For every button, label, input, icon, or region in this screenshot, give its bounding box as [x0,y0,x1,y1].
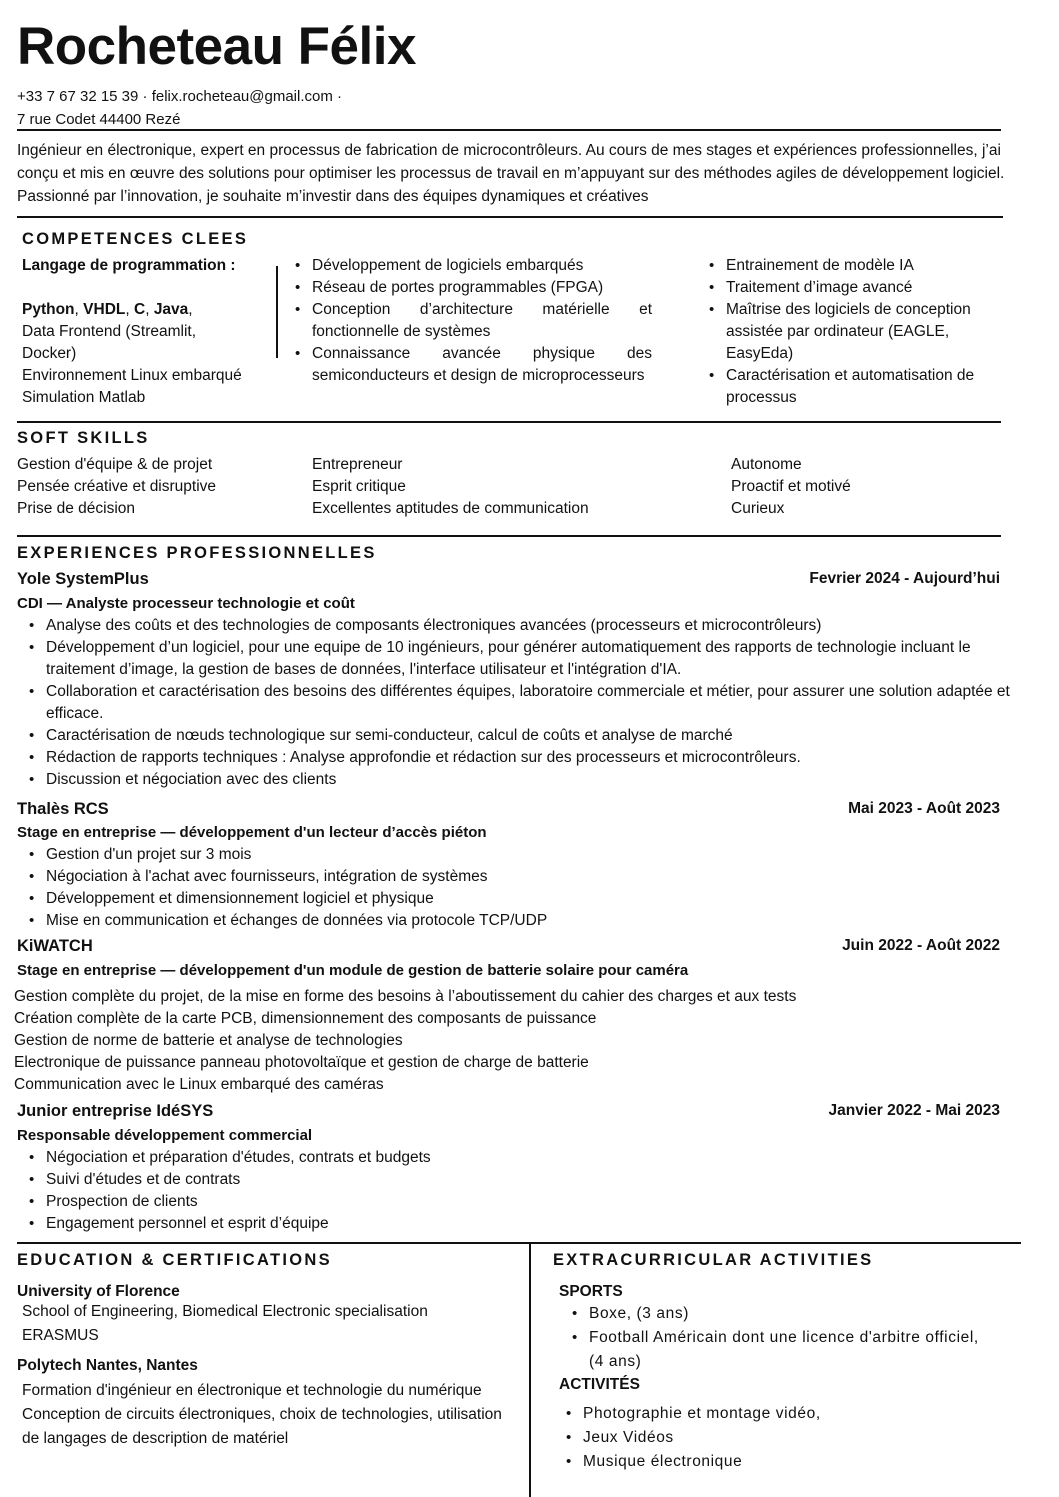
list-item: • Prospection de clients [24,1191,1024,1213]
sports-list [567,1302,987,1374]
job-tasks-list [24,1147,1024,1235]
candidate-name: Rocheteau Félix [17,17,416,76]
list-item: • Photographie et montage vidéo, [561,1402,981,1426]
competences-left-column [22,255,272,409]
task-line: Gestion de norme de batterie et analyse de technologies [14,1032,403,1049]
list-item: • Traitement d’image avancé [704,277,1004,299]
list-item: • Engagement personnel et esprit d’équipe [24,1213,1024,1235]
school-name: Polytech Nantes, Nantes [17,1357,198,1374]
language-python: Python [22,301,75,318]
language-separator: , [125,301,134,318]
soft-skill: Autonome [731,456,802,473]
list-item: • Négociation à l'achat avec fournisseurs, intégration de systèmes [24,866,1024,888]
soft-skill: Gestion d'équipe & de projet [17,456,213,473]
list-item: • Caractérisation de nœuds technologique sur semi-conducteur, calcul de coûts et analyse de marché [24,725,1024,747]
divider [17,535,1001,537]
job-role: Responsable développement commercial [17,1127,313,1144]
soft-skills-column-2 [312,454,589,520]
list-item: • Jeux Vidéos [561,1426,981,1450]
job-dates: Janvier 2022 - Mai 2023 [828,1102,1000,1119]
sports-heading: SPORTS [559,1283,623,1300]
list-item: • Développement et dimensionnement logiciel et physique [24,888,1024,910]
company-name: KiWATCH [17,937,93,955]
skill-line: Data Frontend (Streamlit, Docker) [22,323,197,362]
company-name: Yole SystemPlus [17,570,149,588]
list-item: • Développement d’un logiciel, pour une equipe de 10 ingénieurs, pour générer automatiquement des rapports de technologie incluant le traitement d’image, la gestion de bases de données, l'interface utilisateur et l'intégration d'IA. [24,637,1024,681]
list-item: • Négociation et préparation d'études, contrats et budgets [24,1147,1024,1169]
soft-skills-column-1 [17,454,216,520]
job-tasks-list [24,844,1024,932]
list-item: • Réseau de portes programmables (FPGA) [290,277,652,299]
list-item: • Mise en communication et échanges de données via protocole TCP/UDP [24,910,1024,932]
list-item: • Discussion et négociation avec des clients [24,769,1024,791]
programming-languages-label: Langage de programmation : [22,257,236,274]
list-item: • Maîtrise des logiciels de conception assistée par ordinateur (EAGLE, EasyEda) [704,299,1004,365]
job-dates: Juin 2022 - Août 2022 [842,937,1000,954]
section-title-competences: COMPETENCES CLEES [22,230,249,248]
school-name: University of Florence [17,1283,180,1300]
list-item: • Connaissance avancée physique des semiconducteurs et design de microprocesseurs [290,343,652,387]
task-line: Gestion complète du projet, de la mise en forme des besoins à l’aboutissement du cahier des charges et aux tests [14,988,797,1005]
job-role: CDI — Analyste processeur technologie et coût [17,595,355,612]
job-role: Stage en entreprise — développement d'un lecteur d’accès piéton [17,824,487,841]
list-item: • Analyse des coûts et des technologies de composants électroniques avancées (processeurs et microcontrôleurs) [24,615,1024,637]
job-dates: Fevrier 2024 - Aujourd’hui [809,570,1000,587]
list-item: • Rédaction de rapports techniques : Analyse approfondie et rédaction sur des processeurs et microcontrôleurs. [24,747,1024,769]
divider [17,216,1003,218]
activities-heading: ACTIVITÉS [559,1376,640,1393]
contact-line-phone-email: +33 7 67 32 15 39 · felix.rocheteau@gmail.com · [17,88,342,105]
divider [17,1242,1021,1244]
language-separator: , [74,301,84,318]
divider [17,421,1001,423]
task-line: Création complète de la carte PCB, dimensionnement des composants de puissance [14,1010,597,1027]
column-divider [276,266,278,358]
language-vhdl: VHDL [83,301,126,318]
contact-line-address: 7 rue Codet 44400 Rezé [17,111,181,128]
company-name: Thalès RCS [17,800,109,818]
list-item: • Boxe, (3 ans) [567,1302,987,1326]
soft-skill: Entrepreneur [312,456,403,473]
list-item: • Conception d’architecture matérielle et fonctionnelle de systèmes [290,299,652,343]
task-line: Electronique de puissance panneau photovoltaïque et gestion de charge de batterie [14,1054,589,1071]
programming-languages [22,299,272,321]
contact-info [17,85,342,131]
detail-line: Conception de circuits électroniques, choix de technologies, utilisation de langages de description de matériel [22,1406,502,1447]
task-line: Communication avec le Linux embarqué des caméras [14,1076,384,1093]
activities-list [561,1402,981,1474]
job-role: Stage en entreprise — développement d'un module de gestion de batterie solaire pour caméra [17,962,689,979]
section-title-soft-skills: SOFT SKILLS [17,429,150,447]
column-divider [529,1243,531,1497]
list-item: • Musique électronique [561,1450,981,1474]
section-title-education: EDUCATION & CERTIFICATIONS [17,1251,332,1269]
school-details [22,1379,502,1451]
detail-line: Formation d'ingénieur en électronique et technologie du numérique [22,1382,482,1399]
skill-line: Environnement Linux embarqué [22,367,242,384]
detail-line: ERASMUS [22,1327,99,1344]
list-item: • Gestion d'un projet sur 3 mois [24,844,1024,866]
list-item: • Développement de logiciels embarqués [290,255,652,277]
detail-line: School of Engineering, Biomedical Electronic specialisation [22,1303,428,1320]
school-details [22,1300,502,1348]
language-separator: , [145,301,154,318]
skill-line: Simulation Matlab [22,389,146,406]
soft-skills-column-3 [731,454,851,520]
section-title-extracurricular: EXTRACURRICULAR ACTIVITIES [553,1251,874,1269]
section-title-experiences: EXPERIENCES PROFESSIONNELLES [17,544,377,562]
competences-right-list [704,255,1004,409]
list-item: • Suivi d'études et de contrats [24,1169,1024,1191]
job-tasks-plain [14,986,1014,1096]
language-c: C [133,301,146,318]
competences-middle-list [290,255,652,387]
list-item: • Football Américain dont une licence d'arbitre officiel, (4 ans) [567,1326,987,1374]
language-separator: , [188,301,193,318]
soft-skill: Curieux [731,500,785,517]
company-name: Junior entreprise IdéSYS [17,1102,214,1120]
list-item: • Caractérisation et automatisation de processus [704,365,1004,409]
soft-skill: Prise de décision [17,500,136,517]
job-tasks-list [24,615,1024,791]
profile-summary: Ingénieur en électronique, expert en processus de fabrication de microcontrôleurs. Au cours de mes stages et expériences professionnelles, j’ai conçu et mis en œuvre des solutions pour optimiser les processus de travail en m’appuyant sur des méthodes agiles de développement logiciel. Passionné par l’innovation, je souhaite m’investir dans des équipes dynamiques et créatives [17,142,1005,205]
language-java: Java [153,301,189,318]
divider [17,129,1001,131]
soft-skill: Proactif et motivé [731,478,851,495]
soft-skill: Esprit critique [312,478,406,495]
list-item: • Collaboration et caractérisation des besoins des différentes équipes, laboratoire commerciale et métier, pour assurer une solution adaptée et efficace. [24,681,1024,725]
list-item: • Entrainement de modèle IA [704,255,1004,277]
job-dates: Mai 2023 - Août 2023 [848,800,1000,817]
soft-skill: Pensée créative et disruptive [17,478,217,495]
soft-skill: Excellentes aptitudes de communication [312,500,589,517]
